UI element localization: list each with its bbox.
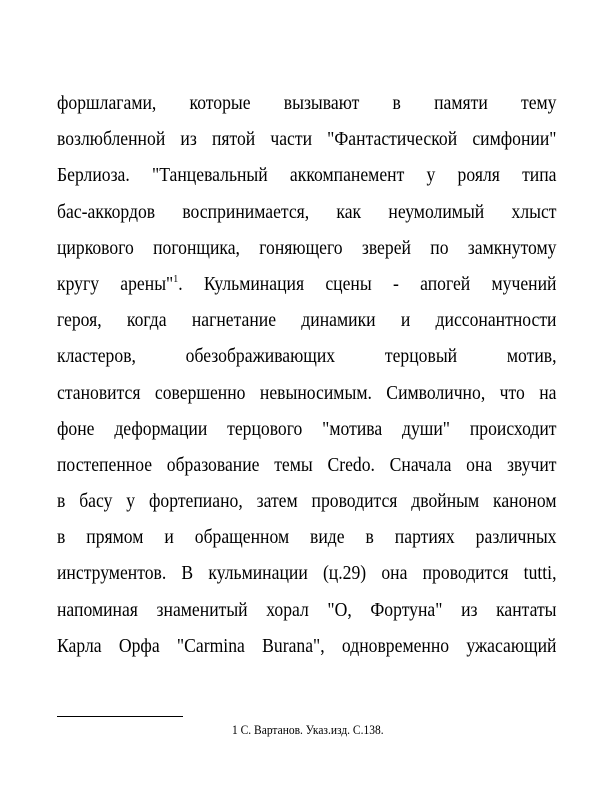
footnote-separator bbox=[57, 716, 183, 717]
footnote-text: 1 С. Вартанов. Указ.изд. С.138. bbox=[232, 723, 384, 737]
text-line: Карла Орфа "Carmina Burana", одновременно ужасающий bbox=[57, 635, 557, 657]
text-segment: . Кульминация сцены - апогей мучений bbox=[178, 273, 557, 295]
text-line: циркового погонщика, гоняющего зверей по замкнутому bbox=[57, 237, 557, 259]
text-line: форшлагами, которые вызывают в памяти тему bbox=[57, 93, 557, 114]
footnote-reference: 1 bbox=[173, 272, 179, 285]
text-line: кластеров, обезображивающих терцовый мотив, bbox=[57, 346, 557, 368]
text-line: напоминая знаменитый хорал "О, Фортуна" из кантаты bbox=[57, 599, 557, 621]
text-line: становится совершенно невыносимым. Символично, что на bbox=[57, 382, 557, 404]
text-line-with-footnote bbox=[57, 273, 557, 309]
text-line: Берлиоза. "Танцевальный аккомпанемент у рояля типа bbox=[57, 165, 557, 187]
text-line: героя, когда нагнетание динамики и диссонантности bbox=[57, 310, 557, 332]
text-line: в прямом и обращенном виде в партиях различных bbox=[57, 527, 557, 549]
text-line: постепенное образование темы Credo. Сначала она звучит bbox=[57, 454, 557, 476]
text-line: в басу у фортепиано, затем проводится двойным каноном bbox=[57, 491, 557, 513]
text-line: инструментов. В кульминации (ц.29) она проводится tutti, bbox=[57, 563, 557, 585]
text-line: бас-аккордов воспринимается, как неумолимый хлыст bbox=[57, 201, 557, 223]
text-line: возлюбленной из пятой части "Фантастической симфонии" bbox=[57, 129, 557, 151]
text-line: фоне деформации терцового "мотива души" происходит bbox=[57, 418, 557, 440]
body-paragraph bbox=[57, 92, 557, 671]
text-segment: кругу арены" bbox=[57, 273, 174, 295]
